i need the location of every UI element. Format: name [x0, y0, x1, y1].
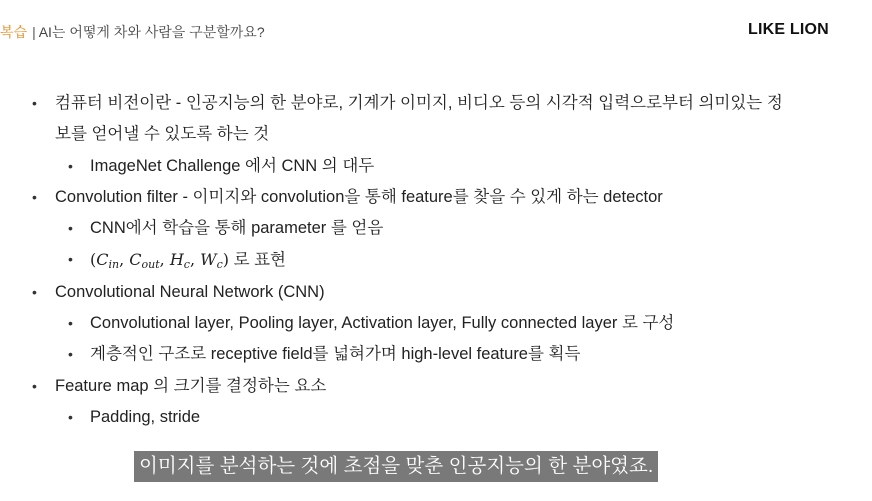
bullet-item — [0, 277, 872, 308]
likelion-logo: LIKE LION — [748, 21, 829, 38]
bullet-item — [0, 182, 872, 213]
sub-bullet-text: 로 표현 — [229, 251, 287, 270]
slide-header — [0, 22, 265, 42]
bullet-text: Convolution filter - 이미지와 convolution을 통해 feature를 찾을 수 있게 하는 detector — [55, 187, 663, 206]
bullet-icon: • — [68, 346, 73, 363]
sub-bullet-text: Padding, stride — [90, 407, 201, 426]
sub-bullet-text: 계층적인 구조로 receptive field를 넓혀가며 high-level feature를 획득 — [90, 345, 581, 364]
bullet-icon: • — [68, 251, 73, 268]
bullet-icon: • — [32, 188, 37, 205]
sub-bullet-item — [0, 402, 872, 433]
header-separator: | — [32, 24, 36, 40]
sub-bullet-item — [0, 339, 872, 370]
bullet-icon: • — [68, 315, 73, 332]
filter-shape-formula: ($C_{in}$, $C_{out}$, $H_c$, $W_c$) — [90, 250, 230, 272]
sub-bullet-item — [0, 151, 872, 182]
bullet-text: Feature map 의 크기를 결정하는 요소 — [55, 376, 327, 395]
sub-bullet-text: Convolutional layer, Pooling layer, Activation layer, Fully connected layer 로 구성 — [90, 314, 675, 333]
bullet-item — [0, 371, 872, 402]
sub-bullet-item — [0, 213, 872, 244]
bullet-list — [0, 88, 872, 433]
review-tag: 복습 — [0, 24, 28, 40]
bullet-icon: • — [32, 377, 37, 394]
bullet-icon: • — [68, 157, 73, 174]
bullet-text: Convolutional Neural Network (CNN) — [55, 282, 325, 301]
sub-bullet-text: CNN에서 학습을 통해 parameter 를 얻음 — [90, 219, 384, 238]
bullet-icon: • — [68, 408, 73, 425]
sub-bullet-item — [0, 244, 872, 276]
slide-title: AI는 어떻게 차와 사람을 구분할까요? — [38, 24, 265, 40]
bullet-item — [0, 88, 795, 151]
sub-bullet-item — [0, 308, 872, 339]
video-subtitle-caption: 이미지를 분석하는 것에 초점을 맞춘 인공지능의 한 분야였죠. — [134, 451, 658, 482]
bullet-icon: • — [32, 283, 37, 300]
bullet-icon: • — [32, 95, 37, 111]
bullet-text: 컴퓨터 비전이란 - 인공지능의 한 분야로, 기계가 이미지, 비디오 등의 시각적 입력으로부터 의미있는 정보를 얻어낼 수 있도록 하는 것 — [55, 94, 783, 144]
bullet-icon: • — [68, 220, 73, 237]
sub-bullet-text: ImageNet Challenge 에서 CNN 의 대두 — [90, 156, 375, 175]
